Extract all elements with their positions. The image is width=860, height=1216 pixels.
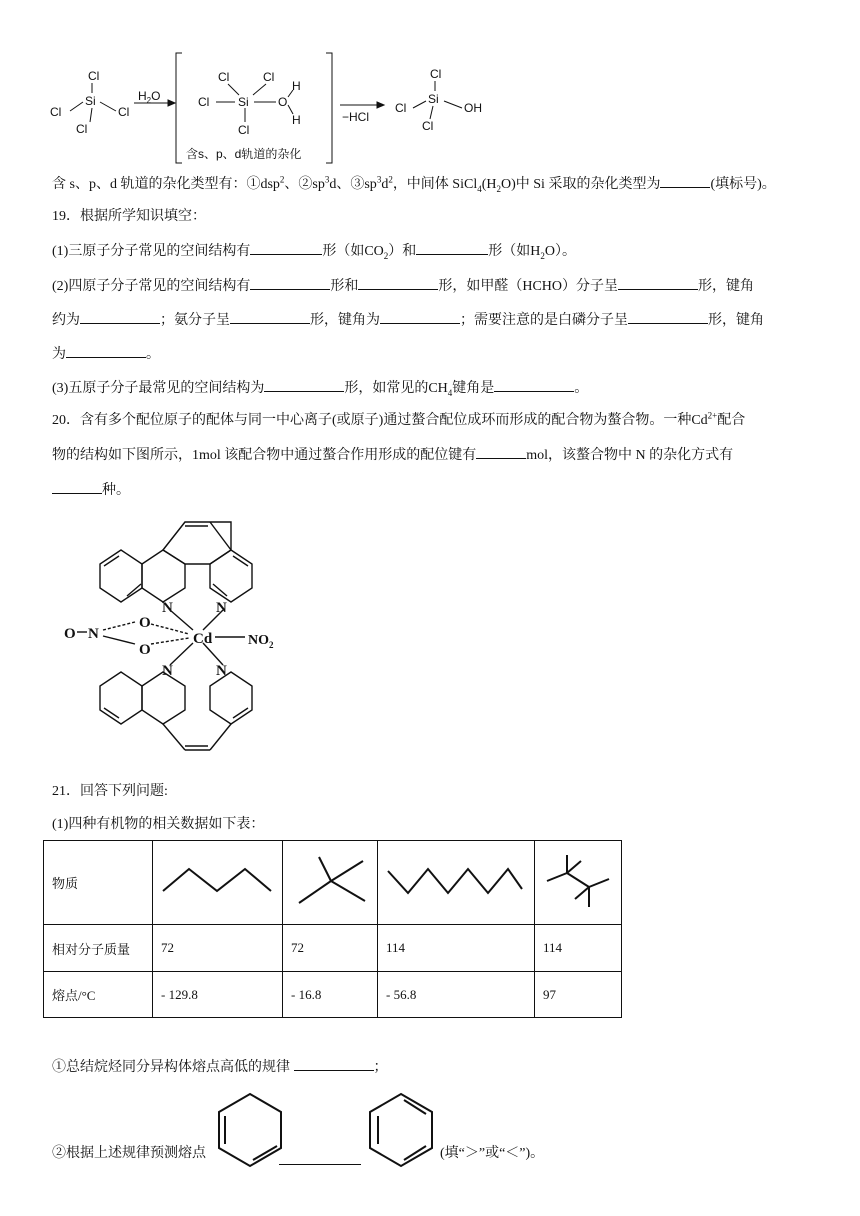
si-atom: Si	[428, 92, 439, 106]
table-cell: 72	[153, 925, 283, 972]
table-row	[44, 925, 622, 972]
table-row-label: 熔点/°C	[44, 972, 153, 1018]
answer-blank[interactable]	[279, 1150, 361, 1165]
si-atom: Si	[85, 94, 96, 108]
answer-blank[interactable]	[66, 343, 146, 358]
q21-item1: ①总结烷烃同分异构体熔点高低的规律 ；	[52, 1056, 388, 1078]
n-octane-structure	[378, 841, 535, 925]
cl-atom: Cl	[395, 101, 407, 115]
n-atom: N	[216, 600, 227, 616]
o-atom: O	[64, 626, 76, 642]
answer-blank[interactable]	[52, 479, 102, 494]
n-atom: N	[162, 663, 173, 679]
table-cell: - 56.8	[378, 972, 535, 1018]
neopentane-structure	[283, 841, 378, 925]
answer-blank[interactable]	[294, 1056, 374, 1071]
cl-atom: Cl	[263, 70, 275, 84]
q20-line2: 物的结构如下图所示，1mol 该配合物中通过螯合作用形成的配位键有 mol，该螯合物中 N 的杂化方式有	[52, 444, 733, 466]
q18-hybridization-question: 含 s、p、d 轨道的杂化类型有：①dsp$^2$、$②sp^3d$、$③sp^3d^2$，中间体 $SiCl_4(H_2O)$中 Si 采取的杂化类型为 (填标号)。	[52, 174, 776, 194]
q20-line3: 种。	[52, 479, 130, 501]
table-cell: - 129.8	[153, 972, 283, 1018]
table-row	[44, 841, 622, 925]
table-row	[44, 972, 622, 1018]
answer-blank[interactable]	[250, 275, 330, 290]
cd-atom: Cd	[193, 631, 213, 647]
answer-blank[interactable]	[230, 309, 310, 324]
q21-item2-end: (填“＞”或“＜”)。	[440, 1146, 545, 1161]
answer-blank[interactable]	[628, 309, 708, 324]
answer-blank[interactable]	[476, 444, 526, 459]
cl-atom: Cl	[218, 70, 230, 84]
n-atom: N	[88, 626, 99, 642]
q19-part2-line2: 约为 ；氨分子呈 形，键角为 ；需要注意的是白磷分子呈 形，键角	[52, 309, 764, 331]
answer-blank[interactable]	[80, 309, 160, 324]
sicl4-hydrolysis-scheme	[40, 48, 500, 168]
n-pentane-structure	[153, 841, 283, 925]
water-label: $H_2O$	[138, 89, 161, 105]
q19-part1: (1)三原子分子常见的空间结构有 形（如$CO_2$）和 形（如$H_2O$）。	[52, 240, 576, 262]
answer-blank[interactable]	[660, 173, 710, 188]
answer-blank[interactable]	[358, 275, 438, 290]
cl-atom: Cl	[76, 122, 88, 136]
answer-blank[interactable]	[380, 309, 460, 324]
no2-group: $NO_2$	[248, 633, 274, 650]
answer-blank[interactable]	[264, 377, 344, 392]
q20-line1: 20．含有多个配位原子的配体与同一中心离子(或原子)通过螯合配位成环而形成的配合物为螯合物。一种$Cd^{2+}$配合	[52, 410, 746, 428]
h-atom: H	[292, 113, 301, 127]
answer-blank[interactable]	[618, 275, 698, 290]
cl-atom: Cl	[50, 105, 62, 119]
si-atom: Si	[238, 95, 249, 109]
answer-blank[interactable]	[494, 377, 574, 392]
minus-hcl-label: −HCl	[342, 110, 370, 124]
o-atom: O	[278, 95, 288, 109]
cl-atom: Cl	[430, 67, 442, 81]
cl-atom: Cl	[422, 119, 434, 133]
table-cell: 114	[378, 925, 535, 972]
answer-blank[interactable]	[250, 240, 322, 255]
n-atom: N	[216, 663, 227, 679]
o-atom: O	[139, 615, 151, 631]
oh-group: OH	[464, 101, 482, 115]
intermediate-caption: 含s、p、d轨道的杂化	[186, 147, 302, 161]
q19-part2-line3: 为 。	[52, 343, 160, 365]
cd-chelate-complex-structure	[55, 510, 315, 760]
q21-sub1: (1)四种有机物的相关数据如下表：	[52, 817, 265, 832]
table-cell: 114	[535, 925, 622, 972]
q19-part2-line1: (2)四原子分子常见的空间结构有 形和 形，如甲醛（HCHO）分子呈 形，键角	[52, 275, 754, 297]
table-row-label: 相对分子质量	[44, 925, 153, 972]
table-cell: - 16.8	[283, 972, 378, 1018]
organic-compounds-table	[43, 840, 622, 1018]
cl-atom: Cl	[198, 95, 210, 109]
o-atom: O	[139, 642, 151, 658]
cyclohexadiene-structure	[215, 1090, 285, 1170]
h-atom: H	[292, 79, 301, 93]
table-row-label: 物质	[44, 841, 153, 925]
cl-atom: Cl	[88, 69, 100, 83]
table-cell: 72	[283, 925, 378, 972]
cl-atom: Cl	[238, 123, 250, 137]
cl-atom: Cl	[118, 105, 130, 119]
n-atom: N	[162, 600, 173, 616]
q21-item2-text: ②根据上述规律预测熔点	[52, 1146, 206, 1161]
q21-title: 21．回答下列问题:	[52, 784, 168, 799]
benzene-structure	[366, 1090, 436, 1170]
tetramethylbutane-structure	[535, 841, 622, 925]
answer-blank[interactable]	[416, 240, 488, 255]
table-cell: 97	[535, 972, 622, 1018]
q19-title: 19．根据所学知识填空：	[52, 209, 206, 224]
q19-part3: (3)五原子分子最常见的空间结构为 形，如常见的$CH_4$键角是 。	[52, 377, 588, 399]
